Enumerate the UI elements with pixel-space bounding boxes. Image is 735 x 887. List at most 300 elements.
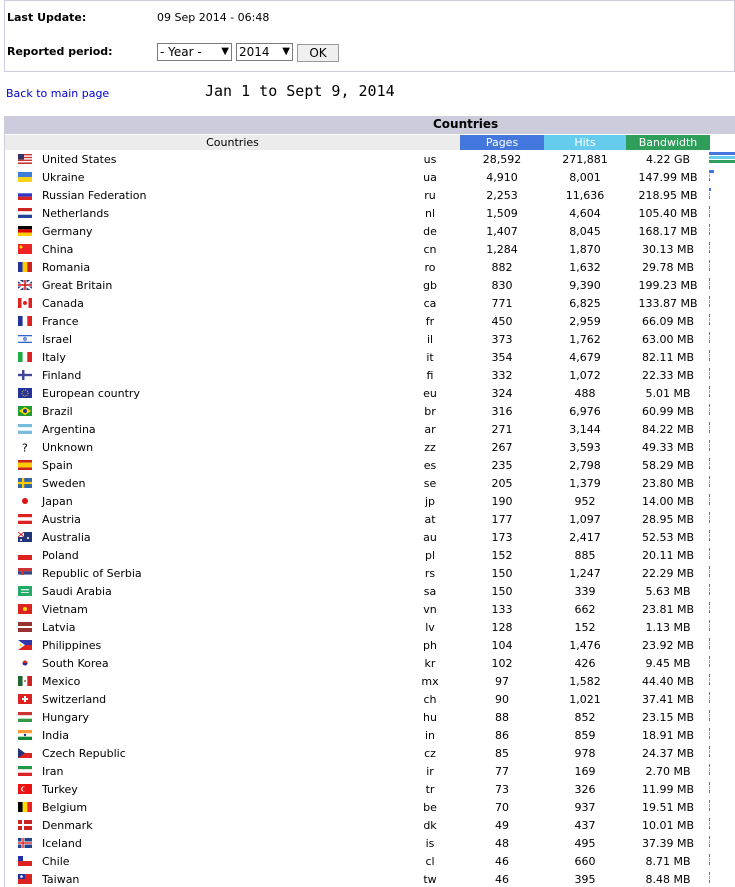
flag-icon	[18, 568, 32, 578]
pages-bar	[709, 170, 714, 173]
flag-icon	[18, 496, 32, 506]
country-code: cl	[425, 855, 435, 868]
country-name: France	[42, 315, 79, 328]
pages-value: 70	[495, 801, 509, 814]
flag-icon	[18, 280, 32, 290]
bandwidth-value: 23.15 MB	[641, 711, 695, 724]
table-row	[5, 582, 735, 600]
pages-bar	[709, 368, 710, 371]
country-name: Republic of Serbia	[42, 567, 142, 580]
hits-bar	[709, 606, 710, 609]
row-bars	[709, 872, 735, 884]
country-name: India	[42, 729, 69, 742]
country-name: Canada	[42, 297, 84, 310]
flag-icon	[18, 874, 32, 884]
hits-value: 8,045	[569, 225, 601, 238]
bandwidth-value: 84.22 MB	[641, 423, 695, 436]
bandwidth-bar	[709, 340, 710, 343]
country-code: is	[425, 837, 435, 850]
flag-icon	[18, 748, 32, 758]
country-code: it	[426, 351, 434, 364]
hits-value: 488	[574, 387, 596, 400]
table-row	[5, 258, 735, 276]
flag-icon	[18, 532, 32, 542]
row-bars	[709, 422, 735, 434]
hits-value: 8,001	[569, 171, 601, 184]
flag-icon	[18, 406, 32, 416]
bandwidth-value: 8.71 MB	[645, 855, 691, 868]
hits-value: 1,632	[569, 261, 601, 274]
bandwidth-value: 66.09 MB	[641, 315, 695, 328]
col-countries-header: Countries	[5, 135, 460, 150]
pages-value: 267	[491, 441, 513, 454]
bandwidth-value: 24.37 MB	[641, 747, 695, 760]
bandwidth-bar	[709, 538, 710, 541]
bandwidth-bar	[709, 322, 710, 325]
flag-icon	[18, 784, 32, 794]
bandwidth-value: 22.29 MB	[641, 567, 695, 580]
bandwidth-bar	[709, 358, 710, 361]
pages-bar	[709, 224, 710, 227]
pages-bar	[709, 584, 710, 587]
pages-value: 77	[495, 765, 509, 778]
bandwidth-value: 30.13 MB	[641, 243, 695, 256]
row-bars	[709, 368, 735, 380]
flag-icon	[18, 712, 32, 722]
flag-icon	[18, 226, 32, 236]
hits-value: 1,870	[569, 243, 601, 256]
country-code: gb	[423, 279, 437, 292]
pages-bar	[709, 674, 710, 677]
hits-bar	[709, 228, 710, 231]
flag-icon	[18, 172, 32, 182]
hits-bar	[709, 732, 710, 735]
table-row	[5, 492, 735, 510]
hits-bar	[709, 714, 710, 717]
table-row	[5, 240, 735, 258]
reported-period-label: Reported period:	[7, 45, 113, 58]
row-bars	[709, 584, 735, 596]
hits-value: 2,417	[569, 531, 601, 544]
bandwidth-value: 147.99 MB	[638, 171, 698, 184]
pages-bar	[709, 566, 710, 569]
last-update-value: 09 Sep 2014 - 06:48	[157, 11, 270, 24]
table-row	[5, 330, 735, 348]
hits-bar	[709, 678, 710, 681]
hits-bar	[709, 822, 710, 825]
bandwidth-value: 23.81 MB	[641, 603, 695, 616]
pages-bar	[709, 332, 710, 335]
table-row	[5, 546, 735, 564]
hits-bar	[709, 498, 710, 501]
country-name: Belgium	[42, 801, 88, 814]
hits-bar	[709, 156, 735, 159]
hits-value: 1,247	[569, 567, 601, 580]
last-update-label: Last Update:	[7, 11, 87, 24]
flag-icon	[18, 478, 32, 488]
hits-bar	[709, 336, 710, 339]
hits-bar	[709, 858, 710, 861]
pages-bar	[709, 854, 710, 857]
bandwidth-bar	[709, 880, 710, 883]
ok-button[interactable]: OK	[297, 44, 339, 62]
row-bars	[709, 350, 735, 362]
bandwidth-bar	[709, 718, 710, 721]
country-code: jp	[424, 495, 436, 508]
table-row	[5, 528, 735, 546]
country-name: Argentina	[42, 423, 96, 436]
pages-value: 450	[491, 315, 513, 328]
pages-value: 271	[491, 423, 513, 436]
pages-value: 1,407	[486, 225, 518, 238]
flag-icon	[18, 442, 32, 452]
country-code: se	[423, 477, 437, 490]
country-name: China	[42, 243, 74, 256]
bandwidth-bar	[709, 700, 710, 703]
bandwidth-value: 199.23 MB	[638, 279, 698, 292]
bandwidth-value: 14.00 MB	[641, 495, 695, 508]
svg-text:?: ?	[22, 442, 28, 452]
hits-bar	[709, 246, 710, 249]
table-row	[5, 402, 735, 420]
pages-bar	[709, 260, 710, 263]
row-bars	[709, 854, 735, 866]
hits-bar	[709, 354, 710, 357]
pages-value: 102	[491, 657, 513, 670]
year-select[interactable]	[236, 43, 293, 61]
country-code: vn	[423, 603, 437, 616]
countries-table	[4, 116, 735, 887]
hits-value: 6,825	[569, 297, 601, 310]
row-bars	[709, 800, 735, 812]
flag-icon	[18, 658, 32, 668]
country-code: br	[424, 405, 436, 418]
hits-value: 859	[574, 729, 596, 742]
hits-value: 1,072	[569, 369, 601, 382]
country-code: tw	[423, 873, 437, 886]
period-select[interactable]	[157, 43, 232, 61]
country-code: il	[426, 333, 434, 346]
pages-value: 235	[491, 459, 513, 472]
flag-icon	[18, 514, 32, 524]
flag-icon	[18, 370, 32, 380]
row-bars	[709, 494, 735, 506]
flag-icon	[18, 316, 32, 326]
bandwidth-value: 218.95 MB	[638, 189, 698, 202]
pages-value: 128	[491, 621, 513, 634]
pages-value: 97	[495, 675, 509, 688]
hits-bar	[709, 282, 710, 285]
bandwidth-value: 18.91 MB	[641, 729, 695, 742]
country-code: cz	[424, 747, 436, 760]
table-row	[5, 798, 735, 816]
pages-bar	[709, 710, 710, 713]
country-name: Finland	[42, 369, 82, 382]
hits-value: 1,379	[569, 477, 601, 490]
hits-value: 437	[574, 819, 596, 832]
flag-icon	[18, 244, 32, 254]
bandwidth-bar	[709, 628, 710, 631]
country-name: Latvia	[42, 621, 76, 634]
back-to-main-link[interactable]: Back to main page	[6, 87, 110, 100]
bandwidth-bar	[709, 250, 710, 253]
pages-value: 324	[491, 387, 513, 400]
hits-value: 1,762	[569, 333, 601, 346]
country-code: ua	[423, 171, 437, 184]
flag-icon	[18, 208, 32, 218]
pages-value: 1,284	[486, 243, 518, 256]
hits-value: 4,679	[569, 351, 601, 364]
row-bars	[709, 530, 735, 542]
pages-bar	[709, 620, 710, 623]
pages-bar	[709, 602, 710, 605]
year-select-value: 2014	[239, 45, 270, 59]
table-row	[5, 276, 735, 294]
bandwidth-bar	[709, 682, 710, 685]
hits-bar	[709, 264, 710, 267]
row-bars	[709, 656, 735, 668]
country-name: Switzerland	[42, 693, 107, 706]
pages-value: 46	[495, 855, 509, 868]
country-name: Brazil	[42, 405, 73, 418]
bandwidth-value: 19.51 MB	[641, 801, 695, 814]
bandwidth-value: 105.40 MB	[638, 207, 698, 220]
hits-value: 937	[574, 801, 596, 814]
hits-value: 495	[574, 837, 596, 850]
pages-bar	[709, 872, 710, 875]
pages-value: 104	[491, 639, 513, 652]
flag-icon	[18, 334, 32, 344]
bandwidth-bar	[709, 664, 710, 667]
chevron-down-icon: ▼	[282, 46, 290, 57]
pages-value: 373	[491, 333, 513, 346]
hits-value: 1,097	[569, 513, 601, 526]
bandwidth-bar	[709, 430, 710, 433]
country-code: au	[423, 531, 437, 544]
country-code: tr	[425, 783, 435, 796]
table-row	[5, 474, 735, 492]
table-row	[5, 366, 735, 384]
bandwidth-bar	[709, 160, 735, 163]
table-row	[5, 654, 735, 672]
pages-value: 90	[495, 693, 509, 706]
hits-value: 4,604	[569, 207, 601, 220]
row-bars	[709, 674, 735, 686]
table-row	[5, 816, 735, 834]
table-row	[5, 204, 735, 222]
flag-icon	[18, 262, 32, 272]
bandwidth-value: 29.78 MB	[641, 261, 695, 274]
pages-value: 150	[491, 567, 513, 580]
country-code: cn	[423, 243, 437, 256]
country-name: Mexico	[42, 675, 81, 688]
bandwidth-bar	[709, 826, 710, 829]
bandwidth-bar	[709, 790, 710, 793]
col-bandwidth-header: Bandwidth	[626, 135, 710, 150]
table-row	[5, 600, 735, 618]
pages-value: 46	[495, 873, 509, 886]
pages-bar	[709, 296, 710, 299]
pages-bar	[709, 800, 710, 803]
table-row	[5, 150, 735, 168]
table-row	[5, 834, 735, 852]
flag-icon	[18, 766, 32, 776]
bandwidth-value: 37.39 MB	[641, 837, 695, 850]
row-bars	[709, 242, 735, 254]
country-name: Great Britain	[42, 279, 113, 292]
country-name: Russian Federation	[42, 189, 147, 202]
bandwidth-bar	[709, 610, 710, 613]
hits-bar	[709, 642, 710, 645]
pages-bar	[709, 656, 710, 659]
pages-value: 86	[495, 729, 509, 742]
hits-bar	[709, 876, 710, 879]
country-code: sa	[423, 585, 437, 598]
bandwidth-bar	[709, 448, 710, 451]
hits-bar	[709, 804, 710, 807]
pages-bar	[709, 548, 710, 551]
bandwidth-bar	[709, 304, 710, 307]
country-code: rs	[424, 567, 436, 580]
hits-value: 169	[574, 765, 596, 778]
flag-icon	[18, 622, 32, 632]
country-code: fr	[425, 315, 435, 328]
hits-value: 660	[574, 855, 596, 868]
flag-icon	[18, 694, 32, 704]
country-name: Denmark	[42, 819, 93, 832]
bandwidth-bar	[709, 592, 710, 595]
row-bars	[709, 710, 735, 722]
pages-value: 48	[495, 837, 509, 850]
hits-value: 426	[574, 657, 596, 670]
country-code: nl	[424, 207, 436, 220]
row-bars	[709, 692, 735, 704]
hits-bar	[709, 696, 710, 699]
table-row	[5, 744, 735, 762]
hits-value: 6,976	[569, 405, 601, 418]
pages-value: 354	[491, 351, 513, 364]
pages-value: 88	[495, 711, 509, 724]
pages-bar	[709, 350, 710, 353]
country-code: lv	[425, 621, 435, 634]
country-code: zz	[424, 441, 436, 454]
hits-value: 3,593	[569, 441, 601, 454]
hits-value: 271,881	[562, 153, 608, 166]
table-row	[5, 222, 735, 240]
country-name: Ukraine	[42, 171, 85, 184]
country-name: Romania	[42, 261, 91, 274]
hits-bar	[709, 786, 710, 789]
flag-icon	[18, 820, 32, 830]
bandwidth-bar	[709, 520, 710, 523]
flag-icon	[18, 856, 32, 866]
row-bars	[709, 314, 735, 326]
country-name: Turkey	[42, 783, 78, 796]
pages-value: 882	[491, 261, 513, 274]
hits-value: 326	[574, 783, 596, 796]
hits-value: 9,390	[569, 279, 601, 292]
row-bars	[709, 512, 735, 524]
bandwidth-value: 1.13 MB	[645, 621, 691, 634]
hits-bar	[709, 750, 710, 753]
hits-bar	[709, 660, 710, 663]
hits-value: 952	[574, 495, 596, 508]
country-name: Taiwan	[42, 873, 80, 886]
pages-value: 1,509	[486, 207, 518, 220]
bandwidth-bar	[709, 736, 710, 739]
row-bars	[709, 152, 735, 164]
bandwidth-bar	[709, 232, 710, 235]
pages-bar	[709, 206, 710, 209]
country-name: European country	[42, 387, 140, 400]
pages-bar	[709, 476, 710, 479]
pages-bar	[709, 764, 710, 767]
country-name: Vietnam	[42, 603, 88, 616]
row-bars	[709, 638, 735, 650]
pages-bar	[709, 512, 710, 515]
pages-value: 49	[495, 819, 509, 832]
pages-bar	[709, 278, 710, 281]
bandwidth-value: 4.22 GB	[645, 153, 691, 166]
table-row	[5, 384, 735, 402]
pages-bar	[709, 314, 710, 317]
country-name: United States	[42, 153, 117, 166]
table-row	[5, 312, 735, 330]
row-bars	[709, 278, 735, 290]
country-code: be	[423, 801, 437, 814]
pages-bar	[709, 530, 710, 533]
row-bars	[709, 476, 735, 488]
bandwidth-bar	[709, 268, 710, 271]
pages-bar	[709, 188, 711, 191]
table-row	[5, 294, 735, 312]
flag-icon	[18, 298, 32, 308]
hits-bar	[709, 516, 710, 519]
table-row	[5, 186, 735, 204]
hits-value: 3,144	[569, 423, 601, 436]
table-row	[5, 456, 735, 474]
table-title: Countries	[433, 117, 499, 131]
bandwidth-bar	[709, 394, 710, 397]
bandwidth-bar	[709, 412, 710, 415]
country-name: Australia	[42, 531, 91, 544]
country-code: at	[424, 513, 436, 526]
row-bars	[709, 404, 735, 416]
bandwidth-bar	[709, 214, 710, 217]
bandwidth-value: 20.11 MB	[641, 549, 695, 562]
row-bars	[709, 566, 735, 578]
table-row	[5, 690, 735, 708]
pages-value: 771	[491, 297, 513, 310]
pages-value: 4,910	[486, 171, 518, 184]
bandwidth-bar	[709, 196, 710, 199]
flag-icon	[18, 676, 32, 686]
bandwidth-value: 133.87 MB	[638, 297, 698, 310]
bandwidth-value: 58.29 MB	[641, 459, 695, 472]
country-code: hu	[423, 711, 437, 724]
hits-bar	[709, 372, 710, 375]
bandwidth-value: 63.00 MB	[641, 333, 695, 346]
country-code: es	[423, 459, 437, 472]
country-code: mx	[421, 675, 439, 688]
country-name: Israel	[42, 333, 73, 346]
row-bars	[709, 170, 735, 182]
bandwidth-bar	[709, 178, 710, 181]
country-code: ph	[423, 639, 437, 652]
flag-icon	[18, 154, 32, 164]
pages-value: 152	[491, 549, 513, 562]
bandwidth-bar	[709, 556, 710, 559]
